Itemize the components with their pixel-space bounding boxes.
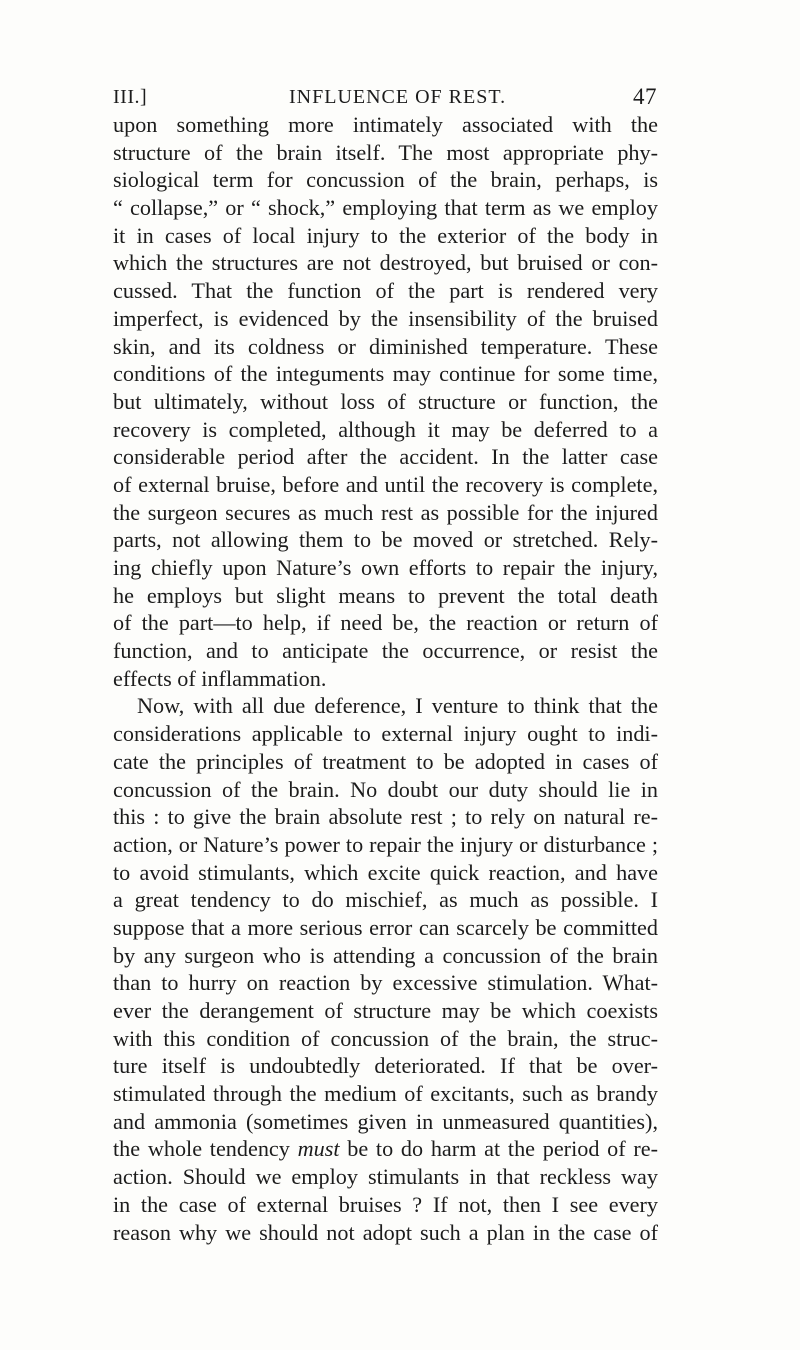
paragraph [113, 111, 658, 692]
chapter-marker: III.] [113, 86, 148, 108]
text-line: stimulated through the medium of excitants, such as brandy [113, 1081, 658, 1107]
text-line: reason why we should not adopt such a plan in the case of [113, 1219, 658, 1245]
text-line: action. Should we employ stimulants in that reckless way [113, 1164, 658, 1190]
text-line: considerations applicable to external injury ought to indi- [113, 721, 658, 747]
text-line: action, or Nature’s power to repair the injury or disturbance ; [113, 831, 658, 857]
text-line: he employs but slight means to prevent the total death [113, 582, 658, 608]
text-line: recovery is completed, although it may be deferred to a [113, 416, 658, 442]
text-line: the whole tendency must be to do harm at the period of re- [113, 1136, 658, 1162]
text-line: parts, not allowing them to be moved or stretched. Rely- [113, 527, 658, 553]
text-line: with this condition of concussion of the brain, the struc- [113, 1025, 658, 1051]
text-line: to avoid stimulants, which excite quick reaction, and have [113, 859, 658, 885]
body-text [113, 111, 658, 1246]
text-line: the surgeon secures as much rest as possible for the injured [113, 499, 658, 525]
text-line: in the case of external bruises ? If not, then I see every [113, 1191, 658, 1217]
text-line: considerable period after the accident. In the latter case [113, 444, 658, 470]
text-line: conditions of the integuments may continue for some time, [113, 361, 658, 387]
text-line: and ammonia (sometimes given in unmeasured quantities), [113, 1108, 658, 1134]
text-line: than to hurry on reaction by excessive stimulation. What- [113, 970, 658, 996]
text-line: function, and to anticipate the occurrence, or resist the [113, 638, 658, 664]
paragraph [113, 692, 658, 1246]
text-line: this : to give the brain absolute rest ; to rely on natural re- [113, 804, 658, 830]
text-line: ing chiefly upon Nature’s own efforts to repair the injury, [113, 555, 658, 580]
text-line: skin, and its coldness or diminished temperature. These [113, 333, 658, 359]
text-line: of the part—to help, if need be, the reaction or return of [113, 610, 658, 636]
text-line: Now, with all due deference, I venture to think that the [137, 693, 658, 719]
text-line: by any surgeon who is attending a concussion of the brain [113, 942, 658, 968]
text-line: ture itself is undoubtedly deteriorated. If that be over- [113, 1053, 658, 1079]
text-line: but ultimately, without loss of structure or function, the [113, 388, 658, 414]
text-line: effects of inflammation. [113, 665, 327, 691]
text-line: suppose that a more serious error can scarcely be committed [113, 914, 658, 940]
running-title: INFLUENCE OF REST. [289, 86, 507, 108]
text-line: ever the derangement of structure may be which coexists [113, 998, 658, 1023]
text-line: it in cases of local injury to the exterior of the body in [113, 222, 658, 248]
page-number: 47 [633, 84, 657, 109]
text-line: cate the principles of treatment to be adopted in cases of [113, 748, 658, 774]
text-line: structure of the brain itself. The most appropriate phy- [113, 139, 658, 165]
text-line: a great tendency to do mischief, as much as possible. I [113, 887, 658, 913]
text-line: of external bruise, before and until the recovery is complete, [113, 471, 658, 497]
text-line: “ collapse,” or “ shock,” employing that term as we employ [113, 195, 658, 221]
text-line: which the structures are not destroyed, but bruised or con- [113, 250, 658, 276]
text-line: siological term for concussion of the brain, perhaps, is [113, 167, 658, 193]
emphasis: must [297, 1136, 340, 1162]
running-head [113, 84, 657, 114]
text-line: upon something more intimately associated with the [113, 112, 658, 137]
text-line: concussion of the brain. No doubt our duty should lie in [113, 776, 658, 802]
text-line: imperfect, is evidenced by the insensibility of the bruised [113, 305, 658, 331]
text-line: cussed. That the function of the part is rendered very [113, 278, 658, 304]
